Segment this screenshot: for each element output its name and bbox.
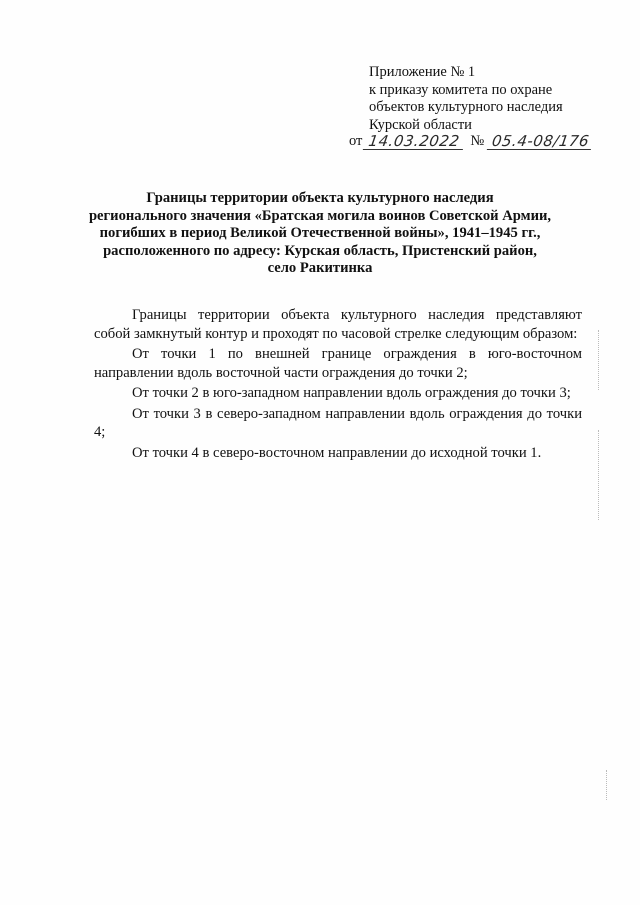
title-line: регионального значения «Братская могила воинов Советской Армии, [88, 207, 552, 224]
scan-margin-artifact [606, 770, 609, 800]
document-body [94, 306, 582, 464]
appendix-block [369, 64, 563, 134]
order-number-handwritten: 05.4-08/176 [487, 133, 593, 150]
order-date-handwritten: 14.03.2022 [363, 133, 465, 150]
order-number-label: № [470, 133, 485, 149]
scan-margin-artifact [598, 430, 601, 520]
order-reference [349, 133, 592, 150]
appendix-line: объектов культурного наследия [369, 99, 563, 115]
appendix-title: Приложение № 1 [369, 64, 476, 80]
body-paragraph: От точки 1 по внешней границе ограждения в юго-восточном направлении вдоль восточной части ограждения до точки 2; [94, 346, 582, 381]
appendix-line: к приказу комитета по охране [369, 81, 553, 98]
order-from-label: от [349, 133, 363, 149]
body-paragraph: От точки 2 в юго-западном направлении вдоль ограждения до точки 3; [132, 385, 571, 401]
title-line: село Ракитинка [267, 260, 373, 276]
body-paragraph: От точки 4 в северо-восточном направлении до исходной точки 1. [132, 444, 542, 461]
body-paragraph: Границы территории объекта культурного наследия представляют собой замкнутый контур и проходят по часовой стрелке следующим образом: [94, 307, 582, 342]
title-line: Границы территории объекта культурного наследия [146, 190, 494, 206]
body-paragraph: От точки 3 в северо-западном направлении вдоль ограждения до точки 4; [94, 405, 582, 440]
scan-margin-artifact [598, 330, 601, 390]
appendix-line: Курской области [369, 116, 472, 133]
title-line: расположенного по адресу: Курская область, Пристенский район, [103, 242, 537, 259]
document-title [60, 190, 580, 278]
title-line: погибших в период Великой Отечественной войны», 1941–1945 гг., [99, 225, 541, 241]
